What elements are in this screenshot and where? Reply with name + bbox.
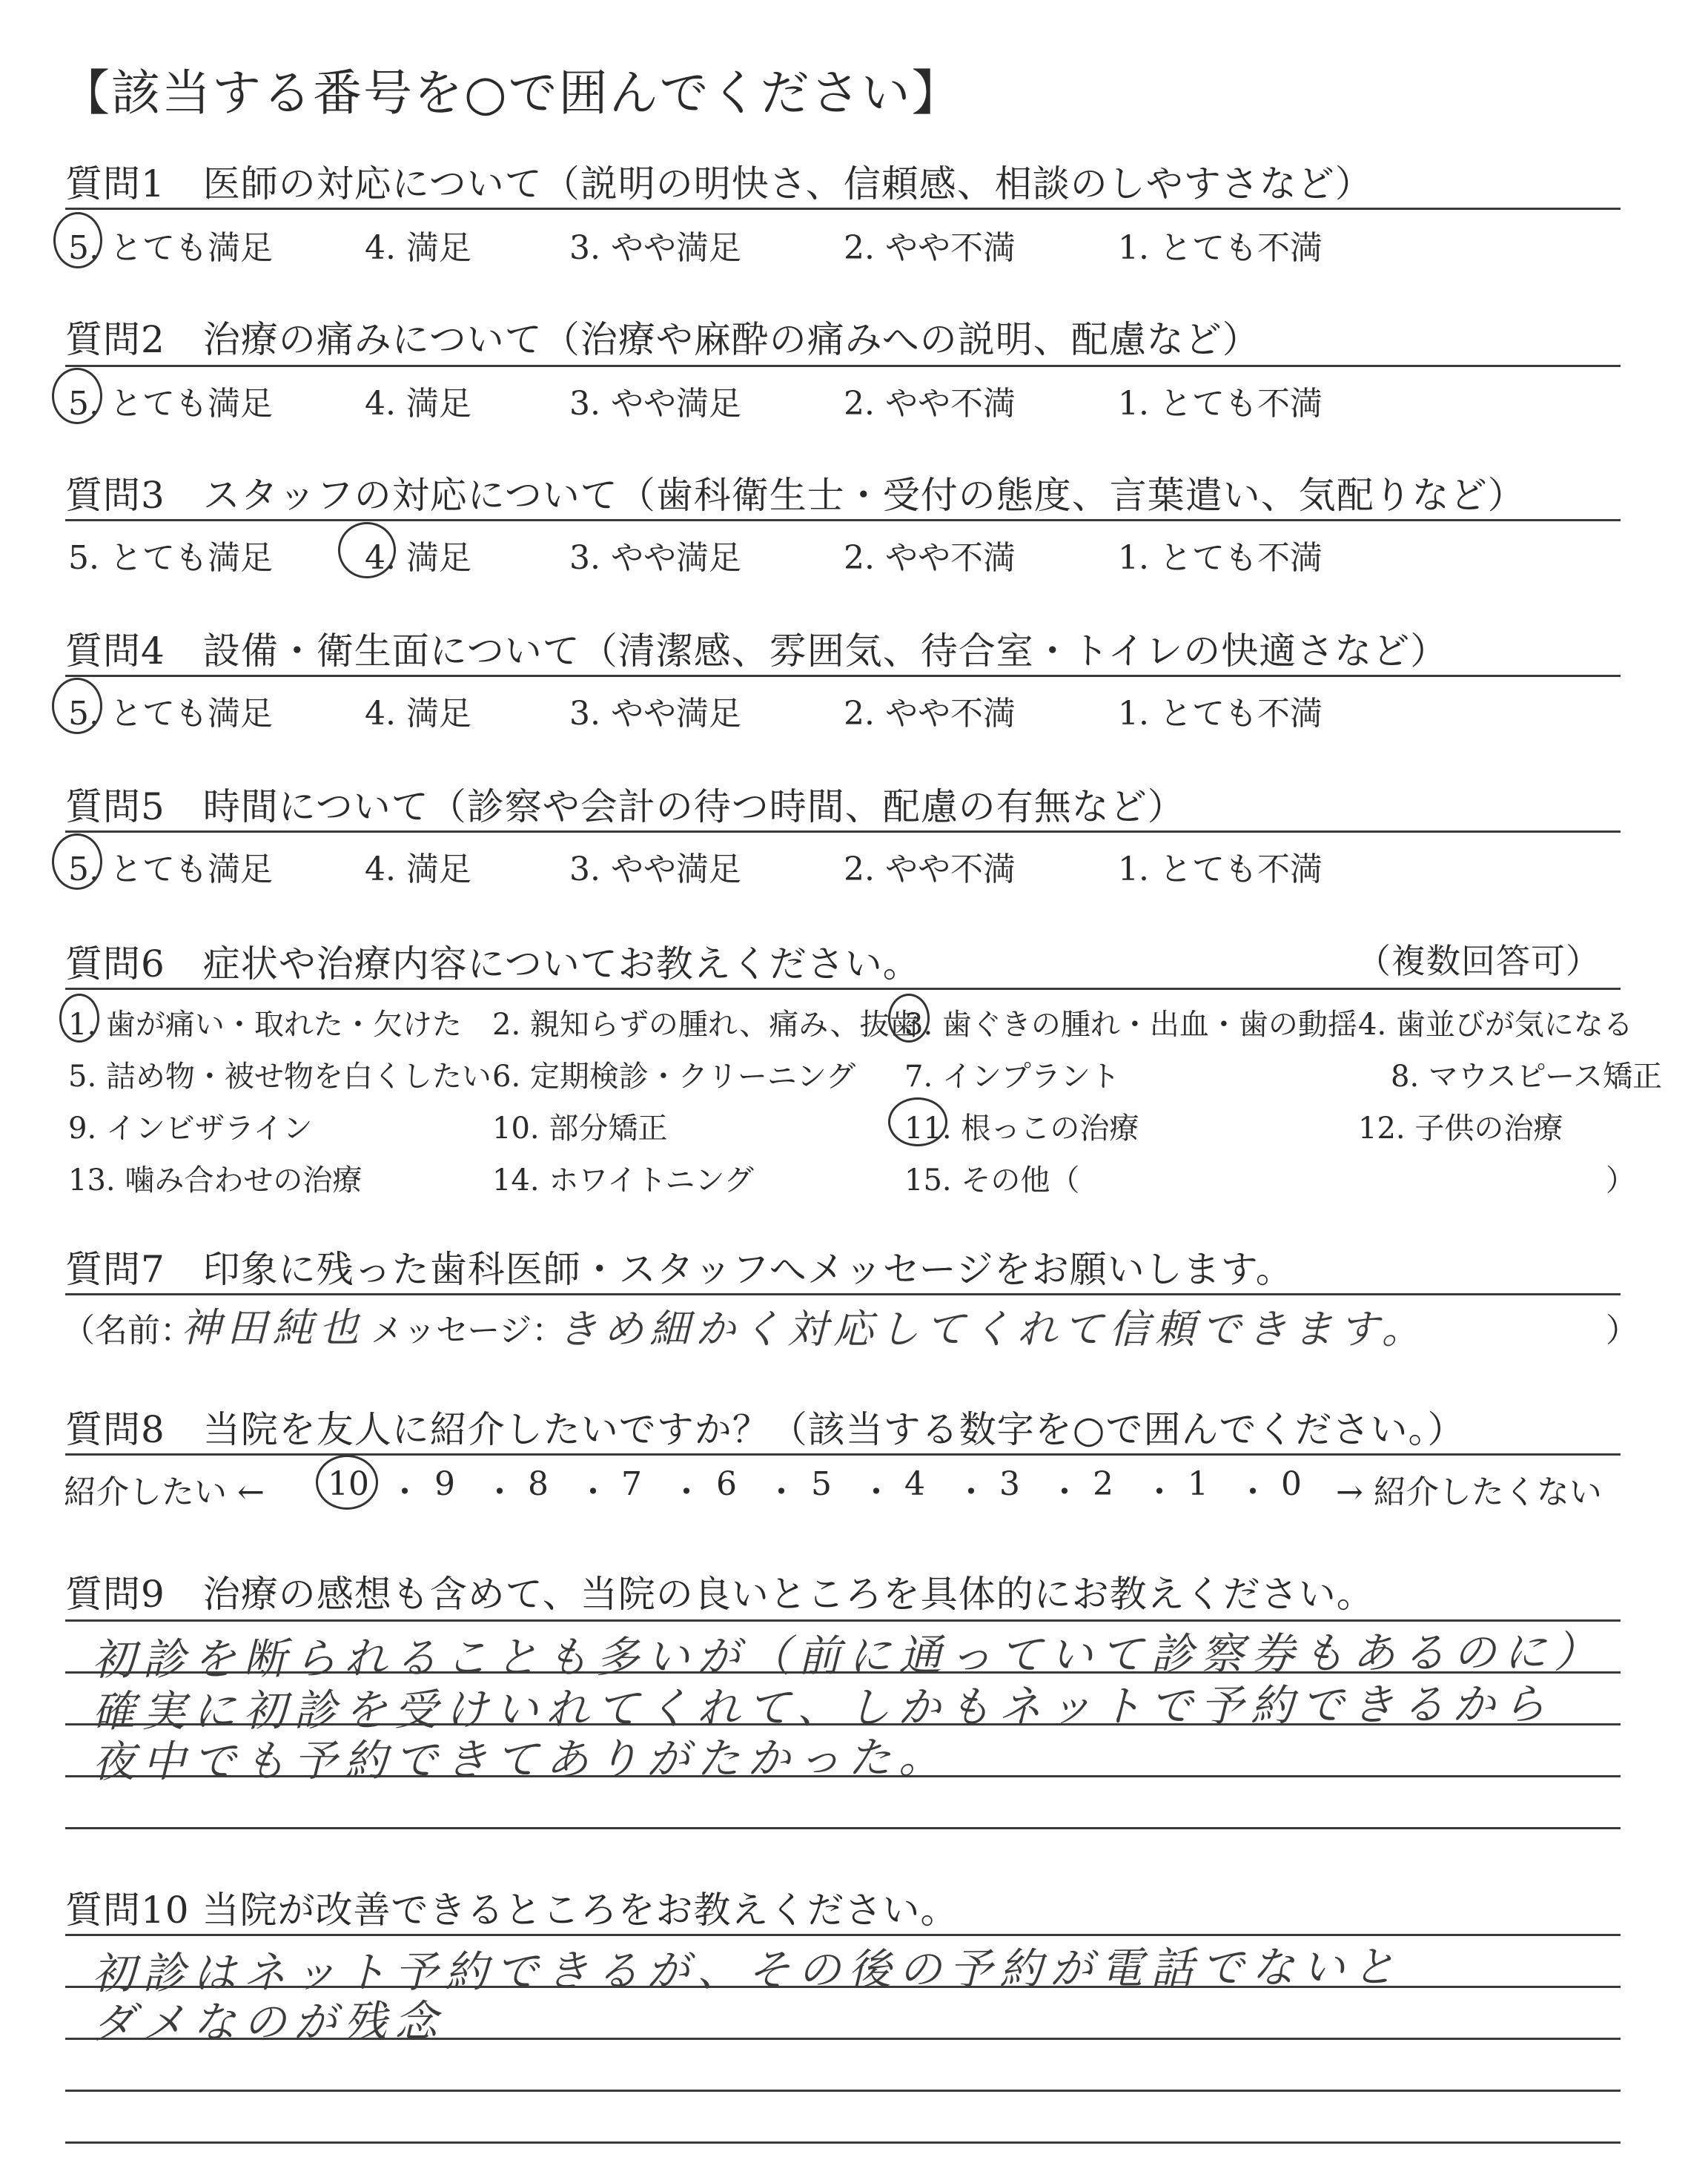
- q8-score-2[interactable]: 2: [1093, 1465, 1113, 1503]
- question-8-title: 質問8 当院を友人に紹介したいですか？（該当する数字を○で囲んでください。）: [65, 1408, 1466, 1451]
- q2-selection-circle: [52, 368, 102, 424]
- q8-separator: ・: [765, 1473, 798, 1511]
- q4-option-3[interactable]: 3. やや満足: [569, 695, 741, 733]
- q8-separator: ・: [1237, 1473, 1269, 1511]
- q5-option-1[interactable]: 1. とても不満: [1118, 851, 1323, 888]
- form-header: 【該当する番号を○で囲んでください】: [61, 65, 962, 122]
- q6-option-13[interactable]: 13. 噛み合わせの治療: [68, 1163, 363, 1198]
- q1-selection-circle: [53, 212, 102, 268]
- q10-answer-line-2[interactable]: ダメなのが残念: [91, 1995, 446, 2049]
- question-7-rule: [65, 1293, 1621, 1295]
- question-1-title: 質問1 医師の対応について（説明の明快さ、信頼感、相談のしやすさなど）: [65, 162, 1373, 205]
- q6-option-12[interactable]: 12. 子供の治療: [1358, 1112, 1563, 1146]
- q3-option-2[interactable]: 2. やや不満: [844, 539, 1016, 577]
- q6-option-7[interactable]: 7. インプラント: [904, 1060, 1120, 1094]
- q1-option-2[interactable]: 2. やや不満: [844, 229, 1016, 267]
- q1-option-1[interactable]: 1. とても不満: [1118, 229, 1323, 267]
- q5-option-3[interactable]: 3. やや満足: [569, 851, 741, 888]
- question-7-title: 質問7 印象に残った歯科医師・スタッフへメッセージをお願いします。: [65, 1248, 1294, 1291]
- q9-answer-line-2[interactable]: 確実に初診を受けいれてくれて、しかもネットで予約できるから: [91, 1678, 1554, 1737]
- question-5-rule: [65, 830, 1621, 833]
- q8-score-0[interactable]: 0: [1281, 1465, 1302, 1503]
- question-2-rule: [65, 365, 1621, 367]
- q6-option-5[interactable]: 5. 詰め物・被せ物を白くしたい: [68, 1060, 491, 1094]
- q8-separator: ・: [670, 1473, 703, 1511]
- q3-option-4[interactable]: 4. 満足: [365, 539, 471, 577]
- q3-option-5[interactable]: 5. とても満足: [68, 539, 273, 577]
- question-8-rule: [65, 1453, 1621, 1456]
- question-4-rule: [65, 675, 1621, 677]
- q3-option-3[interactable]: 3. やや満足: [569, 539, 741, 577]
- q6-option-9[interactable]: 9. インビザライン: [68, 1112, 313, 1146]
- q9-answer-line-1[interactable]: 初診を断られることも多いが（前に通っていて診察券もあるのに）: [91, 1626, 1605, 1685]
- q8-separator: ・: [483, 1473, 516, 1511]
- q2-option-3[interactable]: 3. やや満足: [569, 385, 741, 423]
- q8-score-10[interactable]: 10: [328, 1465, 369, 1503]
- q7-close-paren: ）: [1606, 1312, 1638, 1350]
- q2-option-1[interactable]: 1. とても不満: [1118, 385, 1323, 423]
- q3-selection-circle: [338, 522, 396, 578]
- q10-line-rule-4: [65, 2090, 1621, 2092]
- q4-option-4[interactable]: 4. 満足: [365, 695, 471, 733]
- q6-option-15[interactable]: 15. その他（: [904, 1163, 1080, 1198]
- q7-name-value[interactable]: 神田純也: [181, 1304, 365, 1351]
- q6-selection-circle-1: [59, 994, 99, 1043]
- q6-option-11[interactable]: 11. 根っこの治療: [904, 1112, 1139, 1146]
- question-2-title: 質問2 治療の痛みについて（治療や麻酔の痛みへの説明、配慮など）: [65, 318, 1260, 361]
- q5-option-4[interactable]: 4. 満足: [365, 851, 471, 888]
- q8-score-5[interactable]: 5: [811, 1465, 832, 1503]
- q10-answer-line-1[interactable]: 初診はネット予約できるが、その後の予約が電話でないと: [91, 1941, 1403, 1999]
- q8-separator: ・: [1048, 1473, 1081, 1511]
- q1-option-5[interactable]: 5. とても満足: [68, 229, 273, 267]
- q9-answer-line-3[interactable]: 夜中でも予約できてありがたかった。: [91, 1731, 950, 1788]
- question-6-note: （複数回答可）: [1357, 941, 1601, 981]
- q8-score-3[interactable]: 3: [999, 1465, 1020, 1503]
- q6-option-1[interactable]: 1. 歯が痛い・取れた・欠けた: [68, 1008, 462, 1042]
- question-3-title: 質問3 スタッフの対応について（歯科衛生士・受付の態度、言葉遣い、気配りなど）: [65, 474, 1526, 517]
- q2-option-4[interactable]: 4. 満足: [365, 385, 471, 423]
- question-3-rule: [65, 519, 1621, 521]
- q6-option-6[interactable]: 6. 定期検診・クリーニング: [492, 1060, 856, 1094]
- question-4-title: 質問4 設備・衛生面について（清潔感、雰囲気、待合室・トイレの快適さなど）: [65, 630, 1449, 673]
- q4-selection-circle: [52, 678, 102, 734]
- q5-option-2[interactable]: 2. やや不満: [844, 851, 1016, 888]
- q8-selection-circle: [316, 1455, 378, 1510]
- q2-option-5[interactable]: 5. とても満足: [68, 385, 273, 423]
- q5-option-5[interactable]: 5. とても満足: [68, 851, 273, 888]
- q8-score-7[interactable]: 7: [621, 1465, 642, 1503]
- question-6-rule: [65, 988, 1621, 990]
- question-10-title: 質問10 当院が改善できるところをお教えください。: [65, 1889, 959, 1932]
- q6-option-4[interactable]: 4. 歯並びが気になる: [1358, 1008, 1633, 1042]
- q7-name-label: （名前：: [62, 1312, 193, 1350]
- q8-separator: ・: [388, 1473, 421, 1511]
- q8-separator: ・: [577, 1473, 609, 1511]
- q6-option-3[interactable]: 3. 歯ぐきの腫れ・出血・歯の動揺: [904, 1008, 1357, 1042]
- question-9-title: 質問9 治療の感想も含めて、当院の良いところを具体的にお教えください。: [65, 1573, 1374, 1616]
- q8-separator: ・: [860, 1473, 893, 1511]
- q6-option-10[interactable]: 10. 部分矯正: [492, 1112, 668, 1146]
- q2-option-2[interactable]: 2. やや不満: [844, 385, 1016, 423]
- q6-other-close-paren: ）: [1606, 1163, 1635, 1198]
- q8-score-6[interactable]: 6: [716, 1465, 737, 1503]
- q6-option-8[interactable]: 8. マウスピース矯正: [1391, 1060, 1663, 1094]
- q8-score-4[interactable]: 4: [904, 1465, 925, 1503]
- q8-separator: ・: [1143, 1473, 1176, 1511]
- question-1-rule: [65, 208, 1621, 210]
- q8-right-label: → 紹介したくない: [1336, 1473, 1602, 1511]
- q6-option-2[interactable]: 2. 親知らずの腫れ、痛み、抜歯: [492, 1008, 919, 1042]
- q7-message-value[interactable]: きめ細かく対応してくれて信頼できます。: [557, 1306, 1428, 1353]
- q7-message-label: メッセージ：: [371, 1312, 565, 1350]
- q8-score-9[interactable]: 9: [434, 1465, 455, 1503]
- q8-separator: ・: [955, 1473, 987, 1511]
- q6-option-14[interactable]: 14. ホワイトニング: [492, 1163, 754, 1198]
- question-6-title: 質問6 症状や治療内容についてお教えください。: [65, 942, 921, 985]
- q4-option-2[interactable]: 2. やや不満: [844, 695, 1016, 733]
- q4-option-5[interactable]: 5. とても満足: [68, 695, 273, 733]
- q5-selection-circle: [52, 833, 102, 890]
- q8-score-1[interactable]: 1: [1188, 1465, 1208, 1503]
- question-5-title: 質問5 時間について（診察や会計の待つ時間、配慮の有無など）: [65, 785, 1185, 828]
- q3-option-1[interactable]: 1. とても不満: [1118, 539, 1323, 577]
- q8-score-8[interactable]: 8: [528, 1465, 549, 1503]
- q8-left-label: 紹介したい ←: [64, 1473, 265, 1511]
- q4-option-1[interactable]: 1. とても不満: [1118, 695, 1323, 733]
- q1-option-4[interactable]: 4. 満足: [365, 229, 471, 267]
- q10-line-rule-5: [65, 2141, 1621, 2144]
- q6-selection-circle-11: [888, 1097, 947, 1146]
- q1-option-3[interactable]: 3. やや満足: [569, 229, 741, 267]
- q9-line-rule-5: [65, 1827, 1621, 1829]
- q6-selection-circle-3: [888, 994, 930, 1043]
